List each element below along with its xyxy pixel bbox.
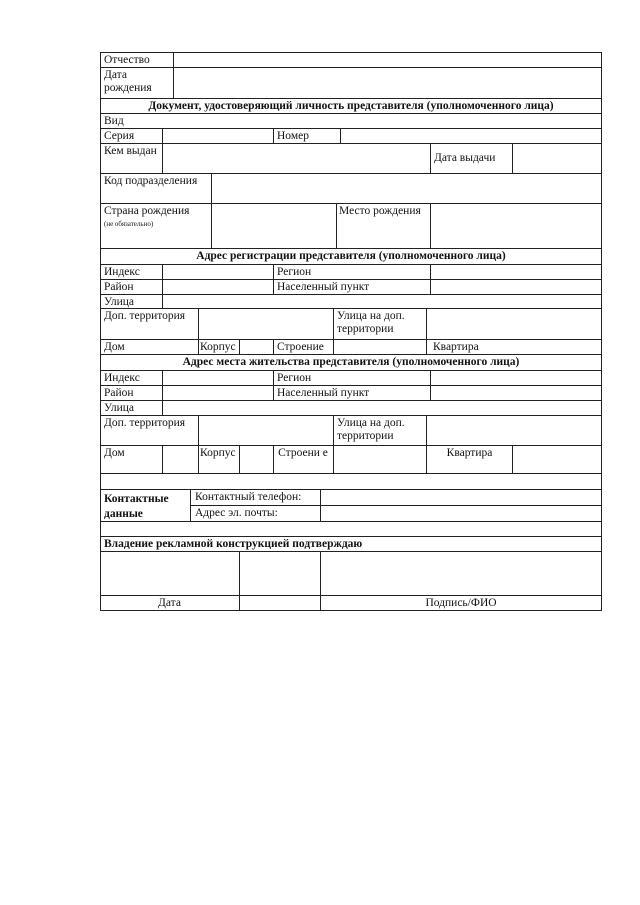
res-house-label: Дом: [104, 447, 125, 459]
residence-address-title: Адрес места жительства представителя (уполномоченного лица): [182, 356, 520, 368]
contacts-title: Контактные данные: [104, 493, 169, 520]
res-index-label: Индекс: [104, 372, 140, 384]
id-type-field[interactable]: [140, 114, 601, 128]
res-district-label: Район: [104, 387, 134, 399]
res-region-label: Регион: [277, 372, 312, 384]
birth-date-label: Дата рождения: [104, 69, 152, 94]
division-code-label: Код подразделения: [104, 175, 198, 187]
id-type-label: Вид: [104, 115, 124, 127]
reg-locality-label: Населенный пункт: [277, 281, 370, 293]
reg-apartment-label: Квартира: [433, 341, 479, 353]
date-label: Дата: [158, 597, 181, 609]
phone-label: Контактный телефон:: [195, 491, 302, 503]
reg-index-field[interactable]: [163, 265, 273, 279]
issue-date-field[interactable]: [513, 144, 601, 173]
reg-region-field[interactable]: [431, 265, 601, 279]
registration-address-title: Адрес регистрации представителя (уполномоченного лица): [196, 250, 506, 262]
issued-by-field[interactable]: [163, 144, 430, 173]
reg-extra-street-field[interactable]: [427, 309, 601, 339]
id-document-title: Документ, удостоверяющий личность представителя (уполномоченного лица): [148, 100, 554, 112]
email-field[interactable]: [321, 506, 601, 521]
res-house-field[interactable]: [163, 446, 198, 473]
issued-by-label: Кем выдан: [104, 145, 157, 157]
id-series-label: Серия: [104, 130, 135, 142]
ownership-title: Владение рекламной конструкцией подтверждаю: [104, 538, 363, 550]
reg-extra-street-label: Улица на доп. территории: [337, 310, 405, 335]
reg-building-field[interactable]: [240, 340, 273, 354]
id-series-field[interactable]: [163, 129, 273, 143]
email-label: Адрес эл. почты:: [195, 507, 278, 519]
birth-country-field[interactable]: [212, 204, 336, 248]
reg-extra-territory-label: Доп. территория: [104, 310, 186, 322]
signature-field[interactable]: [321, 552, 601, 595]
res-locality-label: Населенный пункт: [277, 387, 370, 399]
res-structure-label: Строени е: [278, 447, 328, 459]
birth-place-label: Место рождения: [339, 205, 421, 217]
reg-region-label: Регион: [277, 266, 312, 278]
id-number-label: Номер: [277, 130, 309, 142]
res-extra-territory-field[interactable]: [199, 416, 333, 445]
res-extra-territory-label: Доп. территория: [104, 417, 186, 429]
reg-street-field[interactable]: [163, 295, 601, 308]
res-locality-field[interactable]: [431, 386, 601, 400]
birth-date-field[interactable]: [174, 68, 601, 98]
id-number-field[interactable]: [341, 129, 601, 143]
reg-house-field[interactable]: [150, 340, 198, 354]
reg-house-label: Дом: [104, 341, 125, 353]
res-index-field[interactable]: [163, 371, 273, 385]
res-building-field[interactable]: [240, 446, 273, 473]
res-extra-street-field[interactable]: [427, 416, 601, 445]
reg-district-label: Район: [104, 281, 134, 293]
reg-apartment-field[interactable]: [490, 340, 601, 354]
reg-structure-label: Строение: [277, 341, 324, 353]
res-street-label: Улица: [104, 402, 134, 414]
reg-street-label: Улица: [104, 296, 134, 308]
res-extra-street-label: Улица на доп. территории: [337, 417, 405, 442]
reg-locality-field[interactable]: [431, 280, 601, 294]
reg-structure-field[interactable]: [334, 340, 426, 354]
res-apartment-label: Квартира: [446, 447, 493, 459]
birth-place-field[interactable]: [431, 204, 601, 248]
reg-building-label: Корпус: [200, 341, 236, 353]
patronymic-field[interactable]: [174, 53, 601, 67]
res-street-field[interactable]: [163, 401, 601, 415]
birth-country-note: (не обязательно): [104, 220, 154, 228]
res-district-field[interactable]: [163, 386, 273, 400]
res-apartment-field[interactable]: [513, 446, 601, 473]
signature-label: Подпись/ФИО: [425, 597, 497, 609]
res-region-field[interactable]: [431, 371, 601, 385]
birth-country-label: Страна рождения: [104, 205, 190, 217]
reg-district-field[interactable]: [163, 280, 273, 294]
issue-date-label: Дата выдачи: [434, 152, 496, 164]
reg-extra-territory-field[interactable]: [199, 309, 333, 339]
date-field[interactable]: [101, 552, 239, 595]
division-code-field[interactable]: [212, 174, 601, 203]
res-structure-field[interactable]: [334, 446, 426, 473]
patronymic-label: Отчество: [104, 54, 150, 66]
phone-field[interactable]: [321, 490, 601, 505]
res-building-label: Корпус: [200, 447, 236, 459]
reg-index-label: Индекс: [104, 266, 140, 278]
